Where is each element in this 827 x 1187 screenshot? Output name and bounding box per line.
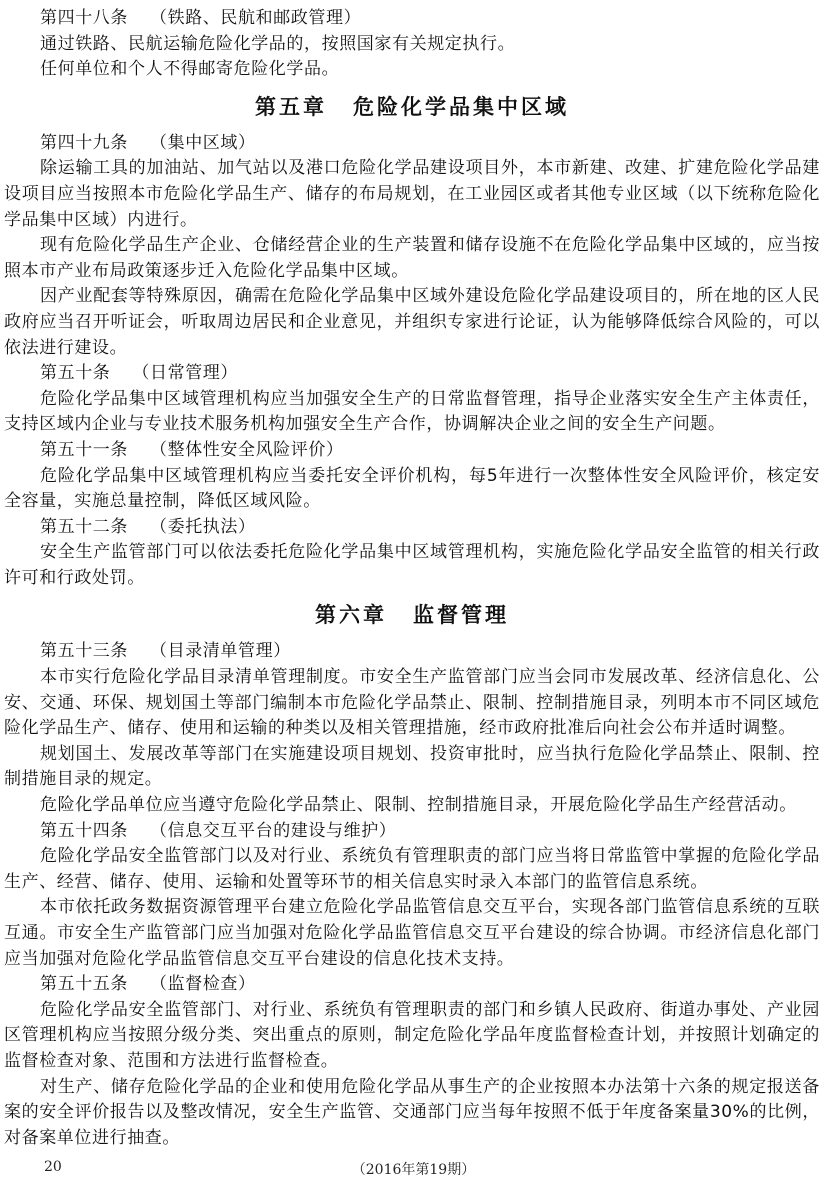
paragraph: 本市依托政务数据资源管理平台建立危险化学品监管信息交互平台，实现各部门监管信息系统的互联互通。市安全生产监管部门应当加强对危险化学品监管信息交互平台建设的综合协调。市经济信息化部门应当加强对危险化学品监管信息交互平台建设的信息化技术支持。 [4, 897, 820, 969]
article-heading [4, 639, 820, 665]
chapter-title: 监督管理 [413, 603, 509, 628]
page-number: 20 [44, 1159, 62, 1176]
article-title: （铁路、民航和邮政管理） [150, 8, 362, 28]
document-body [4, 0, 820, 1151]
article-title: （委托执法） [150, 516, 256, 537]
article-number: 第五十一条 [40, 439, 128, 460]
paragraph: 规划国土、发展改革等部门在实施建设项目规划、投资审批时，应当执行危险化学品禁止、限制、控制措施目录的规定。 [4, 743, 820, 790]
article-title: （监督检查） [150, 974, 256, 995]
article-title: （整体性安全风险评价） [150, 439, 344, 460]
article-title: （日常管理） [132, 363, 239, 384]
article-heading [4, 6, 820, 32]
paragraph: 安全生产监管部门可以依法委托危险化学品集中区域管理机构，实施危险化学品安全监管的相关行政许可和行政处罚。 [4, 542, 820, 588]
paragraph: 危险化学品集中区域管理机构应当加强安全生产的日常监督管理，指导企业落实安全生产主体责任，支持区域内企业与专业技术服务机构加强安全生产合作，协调解决企业之间的安全生产问题。 [4, 388, 820, 435]
page-footer [0, 1159, 827, 1187]
article-heading [4, 361, 820, 387]
article-heading [4, 972, 820, 998]
article-number: 第五十五条 [40, 974, 128, 995]
article-number: 第四十九条 [40, 132, 128, 153]
chapter-number: 第六章 [315, 603, 387, 628]
chapter-heading [4, 601, 820, 629]
article-number: 第四十八条 [40, 8, 128, 28]
paragraph: 对生产、储存危险化学品的企业和使用危险化学品从事生产的企业按照本办法第十六条的规定报送备案的安全评价报告以及整改情况，安全生产监管、交通部门应当每年按照不低于年度备案量30%的比例，对备案单位进行抽查。 [4, 1076, 820, 1148]
article-number: 第五十二条 [40, 516, 128, 537]
paragraph: 通过铁路、民航运输危险化学品的，按照国家有关规定执行。 [40, 33, 516, 54]
article-title: （集中区域） [150, 132, 256, 153]
paragraph: 现有危险化学品生产企业、仓储经营企业的生产装置和储存设施不在危险化学品集中区域的，应当按照本市产业布局政策逐步迁入危险化学品集中区域。 [4, 235, 820, 281]
article-number: 第五十三条 [40, 641, 128, 662]
paragraph: 危险化学品安全监管部门以及对行业、系统负有管理职责的部门应当将日常监管中掌握的危险化学品生产、经营、储存、使用、运输和处置等环节的相关信息实时录入本部门的监管信息系统。 [4, 846, 820, 892]
article-heading [4, 131, 820, 157]
paragraph: 危险化学品集中区域管理机构应当委托安全评价机构，每5年进行一次整体性安全风险评价，核定安全容量，实施总量控制，降低区域风险。 [4, 465, 820, 512]
paragraph: 除运输工具的加油站、加气站以及港口危险化学品建设项目外，本市新建、改建、扩建危险化学品建设项目应当按照本市危险化学品生产、储存的布局规划，在工业园区或者其他专业区域（以下统称危险化学品集中区域）内进行。 [4, 158, 820, 230]
chapter-title: 危险化学品集中区域 [353, 94, 569, 119]
paragraph: 因产业配套等特殊原因，确需在危险化学品集中区域外建设危险化学品建设项目的，所在地的区人民政府应当召开听证会，听取周边居民和企业意见，并组织专家进行论证，认为能够降低综合风险的，可以依法进行建设。 [4, 286, 820, 358]
article-number: 第五十四条 [40, 820, 128, 841]
chapter-heading [4, 93, 820, 121]
article-title: （目录清单管理） [150, 641, 291, 662]
article-title: （信息交互平台的建设与维护） [150, 820, 397, 841]
article-heading [4, 438, 820, 464]
article-number: 第五十条 [40, 363, 111, 384]
article-heading [4, 819, 820, 845]
paragraph: 危险化学品单位应当遵守危险化学品禁止、限制、控制措施目录，开展危险化学品生产经营活动。 [40, 795, 797, 816]
paragraph: 任何单位和个人不得邮寄危险化学品。 [40, 59, 340, 80]
article-heading [4, 515, 820, 541]
chapter-number: 第五章 [255, 94, 327, 119]
paragraph: 危险化学品安全监管部门、对行业、系统负有管理职责的部门和乡镇人民政府、街道办事处、产业园区管理机构应当按照分级分类、突出重点的原则，制定危险化学品年度监督检查计划，并按照计划确定的监督检查对象、范围和方法进行监督检查。 [4, 999, 820, 1071]
issue-label: （2016年第19期） [351, 1162, 476, 1179]
paragraph: 本市实行危险化学品目录清单管理制度。市安全生产监管部门应当会同市发展改革、经济信息化、公安、交通、环保、规划国土等部门编制本市危险化学品禁止、限制、控制措施目录，列明本市不同区域危险化学品生产、储存、使用和运输的种类以及相关管理措施，经市政府批准后向社会公布并适时调整。 [4, 667, 820, 739]
